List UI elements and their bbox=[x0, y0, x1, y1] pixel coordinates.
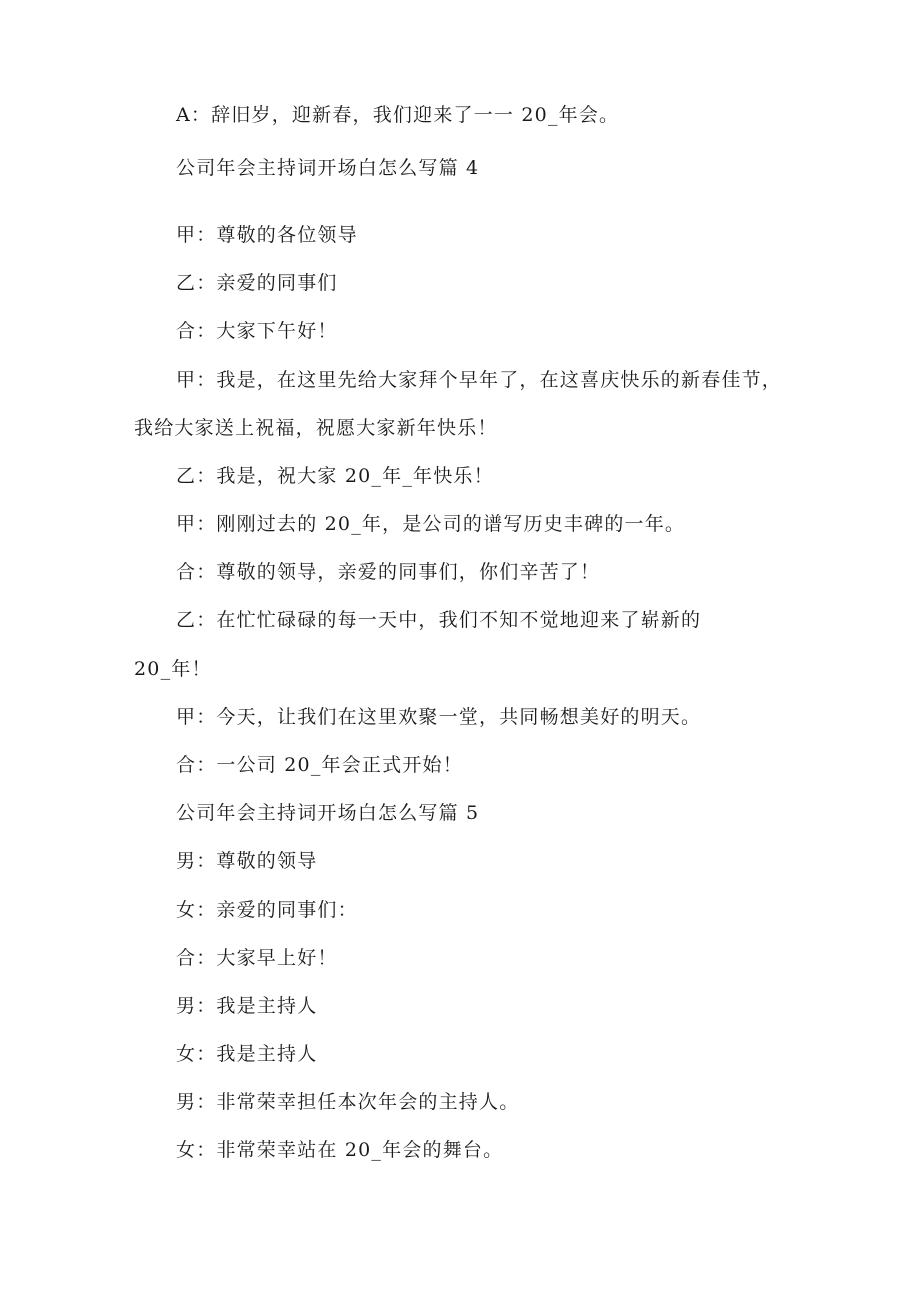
paragraph-line: 合：大家早上好！ bbox=[176, 947, 338, 969]
paragraph-line: 男：我是主持人 bbox=[176, 995, 318, 1017]
paragraph-line: 女：亲爱的同事们： bbox=[176, 899, 358, 921]
paragraph-line: 合：尊敬的领导，亲爱的同事们，你们辛苦了！ bbox=[176, 561, 601, 583]
paragraph-continuation: 我给大家送上祝福，祝愿大家新年快乐！ bbox=[134, 417, 498, 439]
section-heading: 公司年会主持词开场白怎么写篇 5 bbox=[176, 802, 480, 824]
paragraph-line: 合：一公司 20_年会正式开始！ bbox=[176, 754, 463, 776]
paragraph-line: 男：非常荣幸担任本次年会的主持人。 bbox=[176, 1091, 520, 1113]
section-heading: 公司年会主持词开场白怎么写篇 4 bbox=[176, 157, 480, 179]
paragraph-line: 甲：尊敬的各位领导 bbox=[176, 224, 358, 246]
paragraph-continuation: 20_年！ bbox=[134, 658, 212, 680]
paragraph-line: 乙：在忙忙碌碌的每一天中，我们不知不觉地迎来了崭新的 bbox=[176, 609, 702, 631]
paragraph-line: 甲：刚刚过去的 20_年，是公司的谱写历史丰碑的一年。 bbox=[176, 513, 686, 535]
paragraph-line: 甲：我是，在这里先给大家拜个早年了，在这喜庆快乐的新春佳节， bbox=[176, 369, 783, 391]
paragraph-line: 男：尊敬的领导 bbox=[176, 850, 318, 872]
paragraph-line: 甲：今天，让我们在这里欢聚一堂，共同畅想美好的明天。 bbox=[176, 706, 702, 728]
paragraph-line: 合：大家下午好！ bbox=[176, 320, 338, 342]
paragraph-line: 乙：我是，祝大家 20_年_年快乐！ bbox=[176, 465, 494, 487]
paragraph-line: 女：非常荣幸站在 20_年会的舞台。 bbox=[176, 1139, 504, 1161]
paragraph-line: 乙：亲爱的同事们 bbox=[176, 272, 338, 294]
paragraph-line: A：辞旧岁，迎新春，我们迎来了一一 20_年会。 bbox=[176, 104, 620, 126]
paragraph-line: 女：我是主持人 bbox=[176, 1043, 318, 1065]
